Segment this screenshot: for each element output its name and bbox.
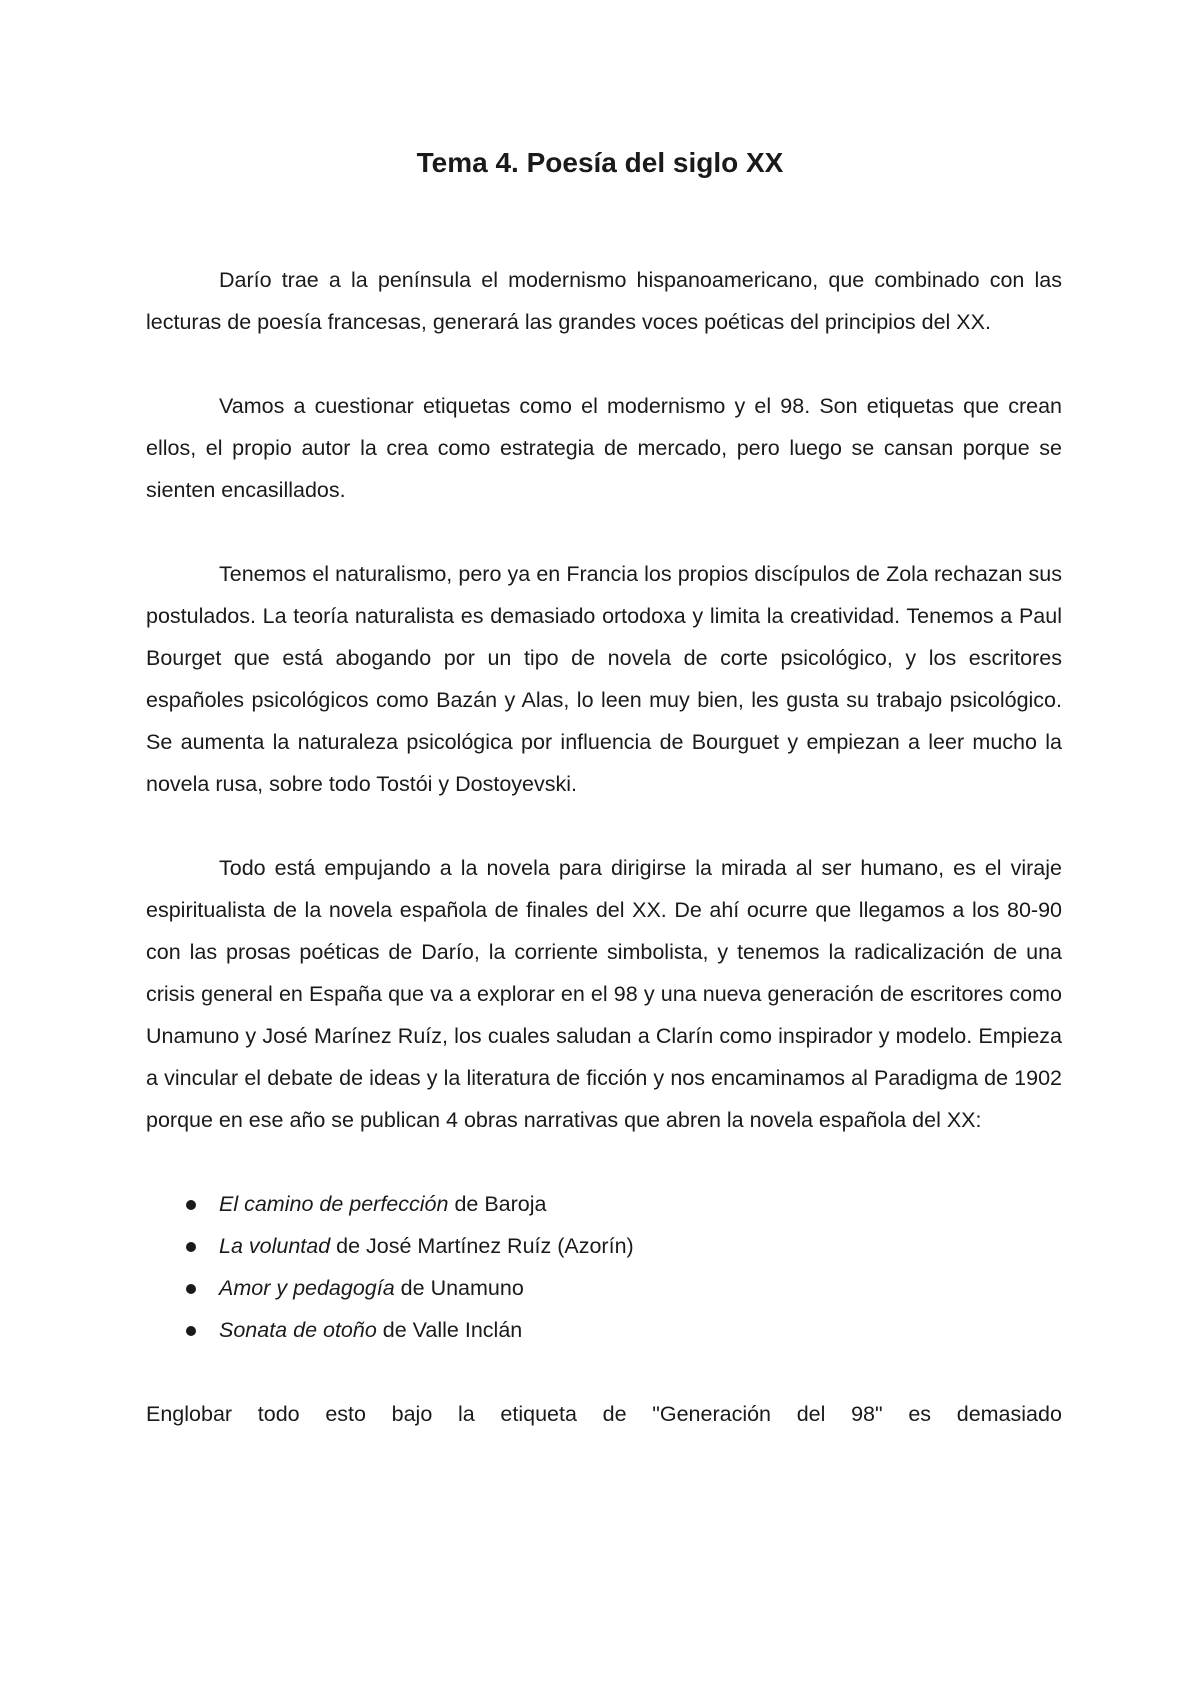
list-item (146, 1225, 1062, 1267)
bullet-icon (186, 1242, 196, 1252)
document-body (146, 259, 1062, 1435)
work-author: de Unamuno (394, 1276, 524, 1300)
paragraph-spacer (146, 805, 1062, 847)
paragraph-spacer (146, 511, 1062, 553)
list-item (146, 1183, 1062, 1225)
paragraph-naturalismo: Tenemos el naturalismo, pero ya en Francia los propios discípulos de Zola rechazan sus postulados. La teoría naturalista es demasiado ortodoxa y limita la creatividad. Tenemos a Paul Bourget que está abogando por un tipo de novela de corte psicológico, y los escritores españoles psicológicos como Bazán y Alas, lo leen muy bien, les gusta su trabajo psicológico. Se aumenta la naturaleza psicológica por influencia de Bourguet y empiezan a leer mucho la novela rusa, sobre todo Tostói y Dostoyevski. (146, 562, 1062, 796)
page-title: Tema 4. Poesía del siglo XX (416, 147, 784, 178)
closing-word: del (796, 1402, 826, 1426)
works-list (146, 1183, 1062, 1351)
closing-word: todo (257, 1402, 300, 1426)
work-author: de Valle Inclán (376, 1318, 523, 1342)
paragraph-etiquetas: Vamos a cuestionar etiquetas como el modernismo y el 98. Son etiquetas que crean ellos, el propio autor la crea como estrategia de mercado, pero luego se cansan porque se sienten encasillados. (146, 394, 1062, 502)
closing-word: bajo (391, 1402, 433, 1426)
paragraph-spacer (146, 1351, 1062, 1393)
closing-word: de (602, 1402, 627, 1426)
work-author: de Baroja (448, 1192, 547, 1216)
work-title: Sonata de otoño (219, 1318, 377, 1342)
closing-word: es (908, 1402, 932, 1426)
closing-word: Englobar (146, 1402, 233, 1426)
work-title: La voluntad (219, 1234, 331, 1258)
closing-word: "Generación (652, 1402, 772, 1426)
work-title: Amor y pedagogía (219, 1276, 395, 1300)
work-author: de José Martínez Ruíz (Azorín) (330, 1234, 634, 1258)
list-item (146, 1309, 1062, 1351)
closing-paragraph (146, 1393, 1062, 1435)
paragraph-novela-espiritualista: Todo está empujando a la novela para dirigirse la mirada al ser humano, es el viraje espiritualista de la novela española de finales del XX. De ahí ocurre que llegamos a los 80-90 con las prosas poéticas de Darío, la corriente simbolista, y tenemos la radicalización de una crisis general en España que va a explorar en el 98 y una nueva generación de escritores como Unamuno y José Marínez Ruíz, los cuales saludan a Clarín como inspirador y modelo. Empieza a vincular el debate de ideas y la literatura de ficción y nos encaminamos al Paradigma de 1902 porque en ese año se publican 4 obras narrativas que abren la novela española del XX: (146, 856, 1062, 1132)
closing-word: la (457, 1402, 475, 1426)
closing-word: etiqueta (500, 1402, 577, 1426)
paragraph-spacer (146, 1141, 1062, 1183)
bullet-icon (186, 1284, 196, 1294)
paragraph-spacer (146, 343, 1062, 385)
bullet-icon (186, 1326, 196, 1336)
closing-word: demasiado (956, 1402, 1062, 1426)
list-item (146, 1267, 1062, 1309)
work-title: El camino de perfección (219, 1192, 449, 1216)
bullet-icon (186, 1200, 196, 1210)
paragraph-modernismo: Darío trae a la península el modernismo hispanoamericano, que combinado con las lecturas de poesía francesas, generará las grandes voces poéticas del principios del XX. (146, 268, 1062, 334)
closing-word: esto (325, 1402, 366, 1426)
closing-word: 98" (851, 1402, 883, 1426)
